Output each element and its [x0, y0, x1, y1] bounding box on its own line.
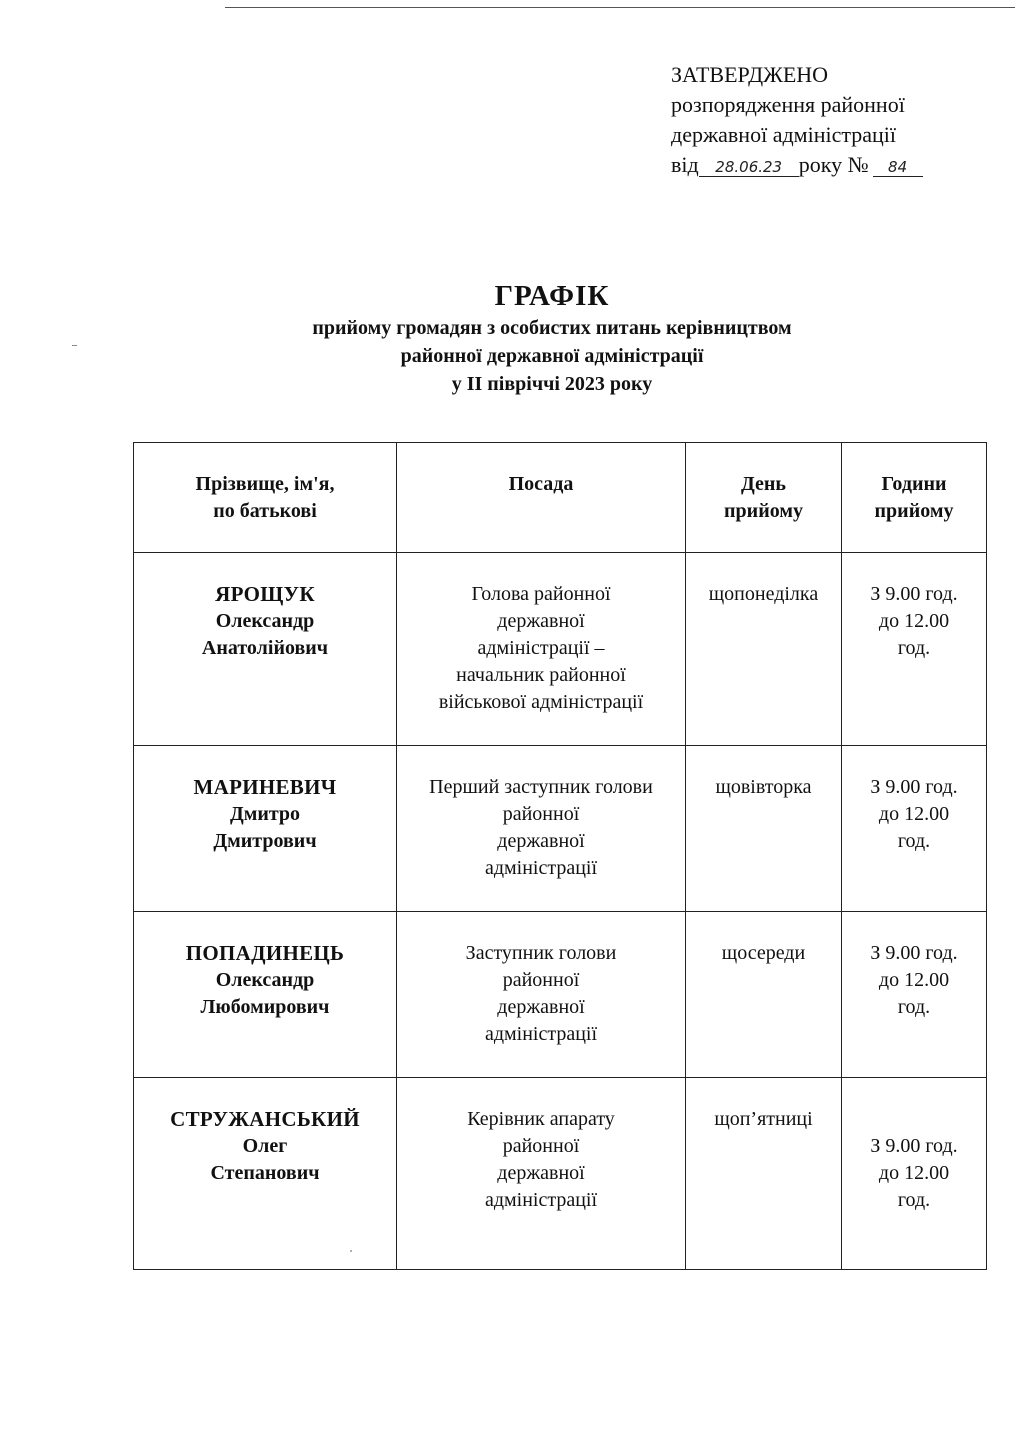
- name-cell: [134, 553, 397, 746]
- position-cell: [397, 746, 686, 912]
- approval-line-2: розпорядження районної: [671, 92, 905, 117]
- hours-line: до 12.00: [878, 1162, 950, 1184]
- table-row: [134, 912, 987, 1078]
- hours-line: год.: [897, 637, 931, 659]
- approval-date-line: [671, 150, 923, 180]
- handwritten-date: 28.06.23: [699, 158, 799, 177]
- subtitle-line-1: прийому громадян з особистих питань керівництвом: [312, 317, 792, 339]
- surname: СТРУЖАНСЬКИЙ: [170, 1107, 360, 1131]
- position-line: Керівник апарату: [467, 1108, 615, 1130]
- day-cell: [686, 912, 842, 1078]
- hours-cell: [842, 746, 987, 912]
- approval-line-3: державної адміністрації: [671, 122, 896, 147]
- hours-line: до 12.00: [878, 803, 950, 825]
- position-line: начальник районної: [456, 664, 626, 686]
- approval-heading: ЗАТВЕРДЖЕНО: [671, 62, 829, 87]
- hours-line: год.: [897, 830, 931, 852]
- table-header-row: [134, 443, 987, 553]
- position-cell: [397, 1078, 686, 1270]
- surname: ЯРОЩУК: [215, 582, 315, 606]
- hours-line: до 12.00: [878, 969, 950, 991]
- given-name: Олександр: [215, 969, 315, 991]
- date-prefix: від: [671, 152, 699, 177]
- position-line: державної: [497, 1162, 585, 1184]
- table-row: [134, 553, 987, 746]
- position-line: Заступник голови: [465, 942, 617, 964]
- hours-line: З 9.00 год.: [870, 583, 958, 605]
- patronymic: Любомирович: [200, 996, 330, 1018]
- header-name-line-1: Прізвище, ім'я,: [195, 473, 335, 495]
- position-line: державної: [497, 610, 585, 632]
- position-cell: [397, 553, 686, 746]
- position-line: державної: [497, 830, 585, 852]
- position-line: адміністрації: [484, 1189, 598, 1211]
- position-line: державної: [497, 996, 585, 1018]
- hours-line: З 9.00 год.: [870, 942, 958, 964]
- given-name: Дмитро: [229, 803, 301, 825]
- day-cell: [686, 553, 842, 746]
- header-day-line-1: День: [741, 473, 786, 495]
- subtitle-line-3: у ІІ півріччі 2023 року: [451, 373, 653, 395]
- position-line: адміністрації: [484, 1023, 598, 1045]
- hours-line: год.: [897, 1189, 931, 1211]
- subtitle-line-2: районної державної адміністрації: [400, 345, 704, 367]
- day-cell: [686, 1078, 842, 1270]
- header-day-line-2: прийому: [724, 500, 803, 522]
- header-day: [686, 443, 842, 553]
- position-line: військової адміністрації: [438, 691, 644, 713]
- given-name: Олег: [242, 1135, 288, 1157]
- reception-day: щопонеділка: [708, 583, 819, 605]
- name-cell: [134, 1078, 397, 1270]
- position-cell: [397, 912, 686, 1078]
- handwritten-number: 84: [873, 158, 923, 177]
- table-row: [134, 746, 987, 912]
- approval-stamp: [671, 60, 923, 180]
- document-title-block: [0, 278, 1024, 398]
- header-name-line-2: по батькові: [213, 500, 317, 522]
- hours-line: год.: [897, 996, 931, 1018]
- position-line: Перший заступник голови: [429, 776, 653, 798]
- header-position-line-1: Посада: [508, 473, 574, 495]
- position-line: адміністрації: [484, 857, 598, 879]
- date-suffix: року №: [798, 152, 869, 177]
- day-cell: [686, 746, 842, 912]
- position-line: районної: [502, 1135, 580, 1157]
- name-cell: [134, 912, 397, 1078]
- header-position: [397, 443, 686, 553]
- hours-cell: [842, 912, 987, 1078]
- patronymic: Анатолійович: [201, 637, 329, 659]
- hours-line: З 9.00 год.: [870, 776, 958, 798]
- reception-day: щоп’ятниці: [714, 1108, 813, 1130]
- surname: МАРИНЕВИЧ: [193, 775, 337, 799]
- position-line: районної: [502, 969, 580, 991]
- reception-day: щовівторка: [715, 776, 812, 798]
- hours-cell: [842, 1078, 987, 1270]
- header-hours: [842, 443, 987, 553]
- position-line: Голова районної: [471, 583, 611, 605]
- header-hours-line-2: прийому: [874, 500, 954, 522]
- reception-day: щосереди: [721, 942, 806, 964]
- table-row: [134, 1078, 987, 1270]
- top-border-line: [225, 7, 1015, 8]
- hours-line: З 9.00 год.: [870, 1135, 958, 1157]
- document-title: ГРАФІК: [494, 280, 610, 312]
- hours-line: до 12.00: [878, 610, 950, 632]
- schedule-table: [133, 442, 987, 1270]
- hours-cell: [842, 553, 987, 746]
- header-hours-line-1: Години: [881, 473, 947, 495]
- given-name: Олександр: [215, 610, 315, 632]
- position-line: адміністрації –: [477, 637, 605, 659]
- name-cell: [134, 746, 397, 912]
- header-name: [134, 443, 397, 553]
- position-line: районної: [502, 803, 580, 825]
- surname: ПОПАДИНЕЦЬ: [185, 941, 345, 965]
- patronymic: Дмитрович: [213, 830, 317, 852]
- patronymic: Степанович: [210, 1162, 320, 1184]
